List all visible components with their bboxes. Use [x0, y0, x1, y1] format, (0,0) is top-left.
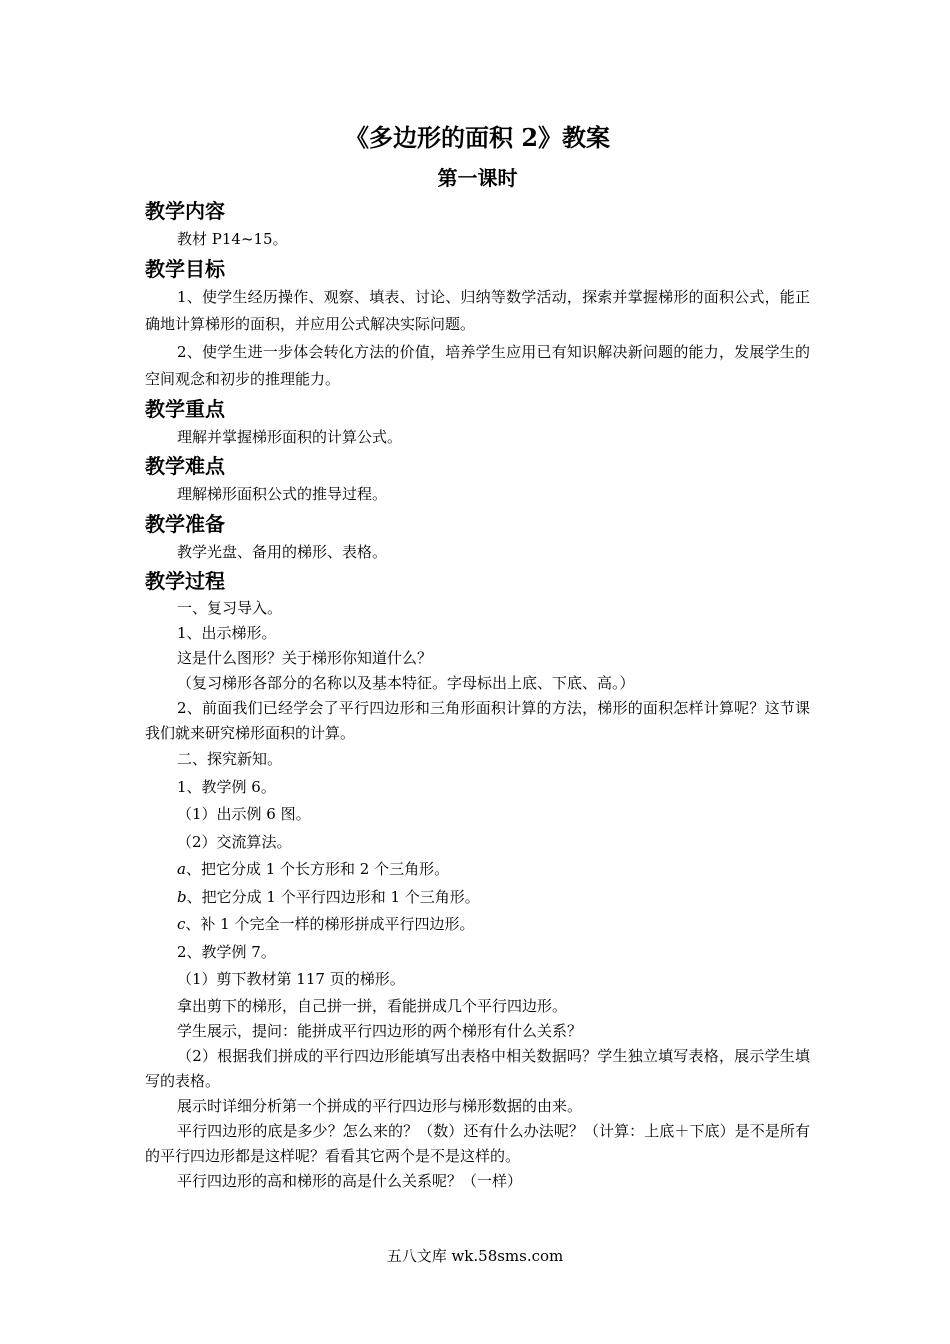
- section-heading-content: 教学内容: [145, 199, 225, 223]
- paragraph: 一、复习导入。: [177, 599, 283, 617]
- paragraph: 教学光盘、备用的梯形、表格。: [177, 542, 388, 561]
- document-title: 《多边形的面积 2》教案: [344, 123, 611, 152]
- paragraph: （1）出示例 6 图。: [177, 805, 311, 823]
- document-subtitle: 第一课时: [437, 166, 518, 190]
- paragraph: 这是什么图形？关于梯形你知道什么？: [177, 649, 433, 667]
- section-heading-difficulties: 教学难点: [145, 454, 225, 478]
- paragraph: 2、使学生进一步体会转化方法的价值，培养学生应用已有知识解决新问题的能力，发展学生的空间观念和初步的推理能力。: [145, 342, 810, 388]
- item-letter: c: [177, 915, 186, 933]
- item-letter: b: [177, 887, 187, 906]
- paragraph: 1、教学例 6。: [177, 777, 276, 796]
- item-letter: a: [177, 860, 186, 878]
- paragraph: 1、出示梯形。: [177, 624, 277, 642]
- section-heading-process: 教学过程: [145, 569, 225, 593]
- method-item-b: [145, 884, 810, 912]
- paragraph: 理解并掌握梯形面积的计算公式。: [177, 427, 403, 446]
- paragraph: （复习梯形各部分的名称以及基本特征。字母标出上底、下底、高。）: [177, 674, 635, 692]
- item-text: 、把它分成 1 个长方形和 2 个三角形。: [185, 860, 450, 878]
- paragraph: 拿出剪下的梯形，自己拼一拼，看能拼成几个平行四边形。: [177, 996, 568, 1015]
- paragraph: 展示时详细分析第一个拼成的平行四边形与梯形数据的由来。: [177, 1096, 583, 1115]
- document-page: [145, 118, 810, 1194]
- paragraph: 2、前面我们已经学会了平行四边形和三角形面积计算的方法，梯形的面积怎样计算呢？这节课我们就来研究梯形面积的计算。: [145, 699, 810, 742]
- paragraph: 学生展示，提问：能拼成平行四边形的两个梯形有什么关系？: [177, 1021, 583, 1040]
- page-footer: 五八文库 wk.58sms.com: [386, 1247, 564, 1265]
- method-item-a: [145, 856, 810, 884]
- method-item-c: [145, 911, 810, 939]
- paragraph: 2、教学例 7。: [177, 942, 276, 961]
- item-text: 、补 1 个完全一样的梯形拼成平行四边形。: [185, 915, 475, 933]
- section-heading-preparation: 教学准备: [145, 511, 225, 536]
- section-heading-objectives: 教学目标: [145, 256, 225, 281]
- paragraph: 理解梯形面积公式的推导过程。: [177, 485, 388, 503]
- paragraph: 平行四边形的高和梯形的高是什么关系呢？（一样）: [177, 1171, 523, 1190]
- section-heading-key-points: 教学重点: [145, 396, 225, 421]
- paragraph: 教材 P14~15。: [177, 230, 288, 248]
- paragraph: （1）剪下教材第 117 页的梯形。: [177, 970, 405, 988]
- paragraph: （2）根据我们拼成的平行四边形能填写出表格中相关数据吗？学生独立填写表格，展示学生填写的表格。: [145, 1046, 810, 1090]
- paragraph: （2）交流算法。: [177, 832, 292, 851]
- paragraph: 1、使学生经历操作、观察、填表、讨论、归纳等数学活动，探索并掌握梯形的面积公式，能正确地计算梯形的面积，并应用公式解决实际问题。: [145, 287, 810, 333]
- item-text: 、把它分成 1 个平行四边形和 1 个三角形。: [186, 887, 480, 906]
- paragraph: 平行四边形的底是多少？怎么来的？（数）还有什么办法呢？（计算：上底＋下底）是不是所有的平行四边形都是这样呢？看看其它两个是不是这样的。: [145, 1121, 810, 1165]
- paragraph: 二、探究新知。: [177, 750, 283, 768]
